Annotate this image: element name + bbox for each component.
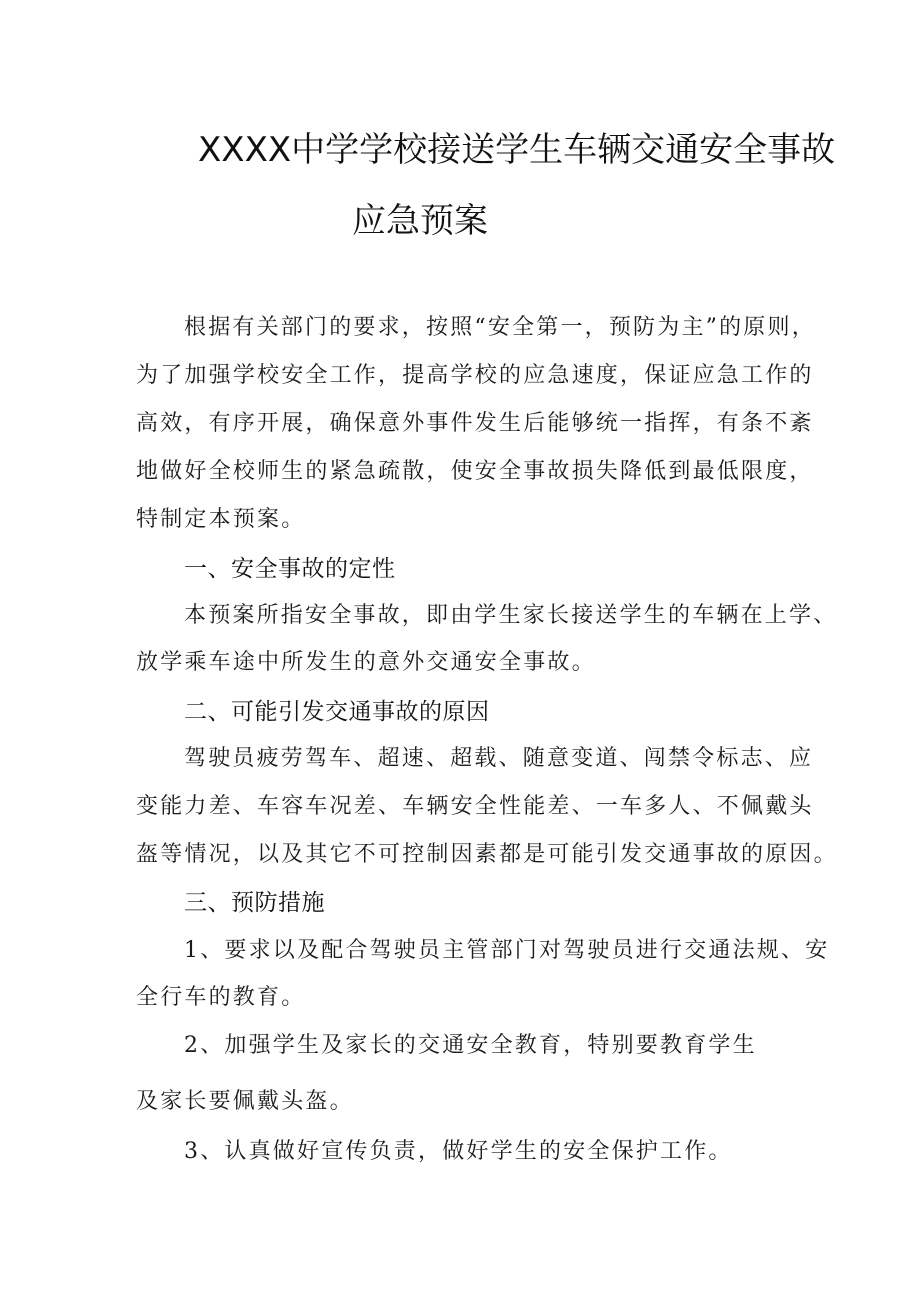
section-1-heading: 一、安全事故的定性 [184, 556, 396, 582]
section-2-line-1: 驾驶员疲劳驾车、超速、超载、随意变道、闯禁令标志、应 [184, 746, 814, 771]
section-1-line-2: 放学乘车途中所发生的意外交通安全事故。 [136, 650, 596, 675]
intro-line-3: 高效，有序开展，确保意外事件发生后能够统一指挥，有条不紊 [136, 411, 814, 436]
section-3-line-3: 2、加强学生及家长的交通安全教育，特别要教育学生 [184, 1033, 757, 1058]
section-1-line-1: 本预案所指安全事故，即由学生家长接送学生的车辆在上学、 [184, 603, 838, 628]
section-3-heading: 三、预防措施 [184, 890, 325, 916]
section-3-line-4: 及家长要佩戴头盔。 [136, 1089, 354, 1114]
section-2-line-2: 变能力差、车容车况差、车辆安全性能差、一车多人、不佩戴头 [136, 794, 814, 819]
section-2-heading: 二、可能引发交通事故的原因 [184, 699, 490, 725]
section-3-line-1: 1、要求以及配合驾驶员主管部门对驾驶员进行交通法规、安 [184, 938, 830, 963]
document-title-line-1: XXXX中学学校接送学生车辆交通安全事故 [198, 130, 836, 170]
intro-line-1: 根据有关部门的要求，按照“安全第一，预防为主”的原则， [184, 315, 816, 340]
section-2-line-3: 盔等情况，以及其它不可控制因素都是可能引发交通事故的原因。 [136, 842, 838, 867]
section-3-line-2: 全行车的教育。 [136, 985, 306, 1010]
document-title-line-2: 应急预案 [352, 201, 488, 241]
intro-line-5: 特制定本预案。 [136, 507, 306, 532]
intro-line-4: 地做好全校师生的紧急疏散，使安全事故损失降低到最低限度， [136, 459, 814, 484]
section-3-line-5: 3、认真做好宣传负责，做好学生的安全保护工作。 [184, 1139, 733, 1164]
intro-line-2: 为了加强学校安全工作，提高学校的应急速度，保证应急工作的 [136, 363, 814, 388]
